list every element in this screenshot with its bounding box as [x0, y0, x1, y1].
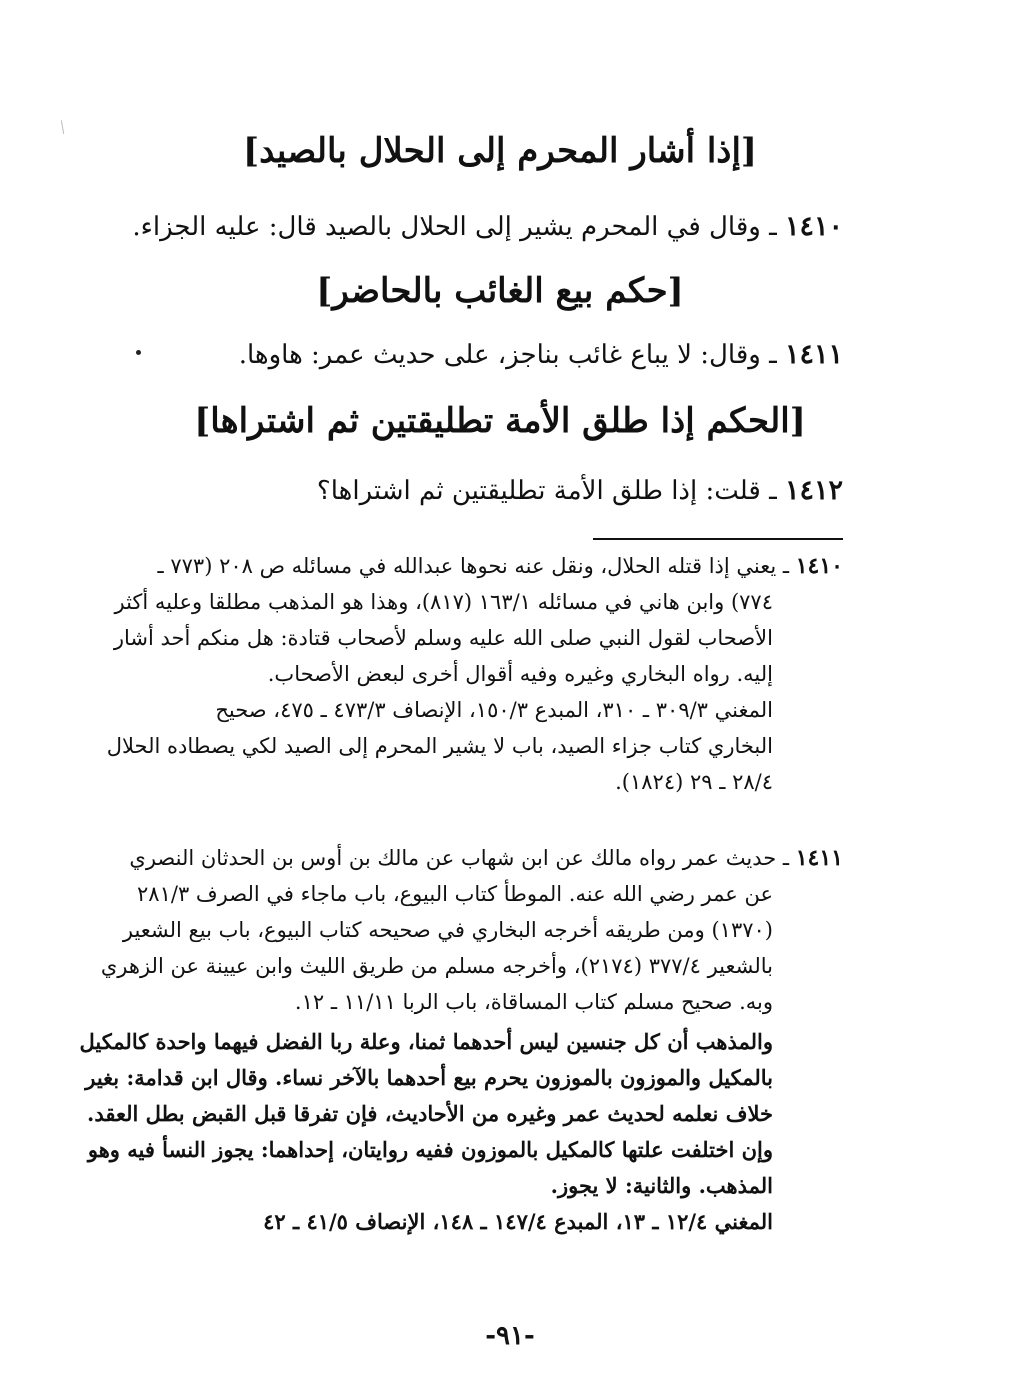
footnote-text: يعني إذا قتله الحلال، ونقل عنه نحوها عبدالله في مسائله ص ٢٠٨ (٧٧٣ ـ [157, 554, 777, 578]
footnote-line: الأصحاب لقول النبي صلى الله عليه وسلم لأصحاب قتادة: هل منكم أحد أشار [113, 626, 773, 650]
footnote-line: والمذهب أن كل جنسين ليس أحدهما ثمنا، وعلة ربا الفضل فيهما واحدة كالمكيل [79, 1029, 773, 1054]
paragraph-text: وقال في المحرم يشير إلى الحلال بالصيد قال: عليه الجزاء. [132, 212, 761, 242]
paragraph-1410 [132, 208, 843, 246]
paragraph-1411 [163, 336, 843, 374]
footnote-line: عن عمر رضي الله عنه. الموطأ كتاب البيوع، باب ماجاء في الصرف ٢٨١/٣ [137, 882, 773, 906]
footnote-line: بالشعير ٣٧٧/٤ (٢١٧٤)، وأخرجه مسلم من طريق الليث وابن عيينة عن الزهري [100, 954, 773, 978]
footnote-line: بالمكيل والموزون بالموزون يحرم بيع أحدهما بالآخر نساء. وقال ابن قدامة: بغير [85, 1065, 773, 1090]
footnote-number: ١٤١٠ [795, 553, 843, 579]
footnote-line: المغني ١٢/٤ ـ ١٣، المبدع ١٤٧/٤ ـ ١٤٨، الإنصاف ٤١/٥ ـ ٤٢ [263, 1209, 773, 1234]
paragraph-number: ١٤١٢ [784, 475, 843, 506]
footnote-line: (١٣٧٠) ومن طريقه أخرجه البخاري في صحيحه كتاب البيوع، باب بيع الشعير [122, 918, 773, 942]
paragraph-text: وقال: لا يباع غائب بناجز، على حديث عمر: هاوها. [238, 340, 761, 370]
footnote-line: إليه. رواه البخاري وغيره وفيه أقوال أخرى لبعض الأصحاب. [267, 662, 773, 686]
paragraph-text: قلت: إذا طلق الأمة تطليقتين ثم اشتراها؟ [316, 476, 761, 506]
footnote-line: المغني ٣٠٩/٣ ـ ٣١٠، المبدع ١٥٠/٣، الإنصاف ٤٧٣/٣ ـ ٤٧٥، صحيح [215, 698, 773, 722]
paragraph-dash: ـ [760, 476, 785, 506]
footnote-line: ٢٨/٤ ـ ٢٩ (١٨٢٤). [615, 770, 773, 794]
paragraph-dash: ـ [760, 212, 785, 242]
footnote-text: حديث عمر رواه مالك عن ابن شهاب عن مالك بن أوس بن الحدثان النصري [129, 846, 777, 870]
footnote-dash: ـ [776, 846, 796, 870]
heading-muhrim-points-game: [إذا أشار المحرم إلى الحلال بالصيد] [243, 131, 757, 171]
stray-dot [136, 350, 141, 355]
footnote-separator [593, 538, 843, 540]
footnote-line [129, 840, 843, 876]
footnote-1410 [106, 548, 843, 800]
footnote-line: ٧٧٤) وابن هاني في مسائله ١٦٣/١ (٨١٧)، وهذا هو المذهب مطلقا وعليه أكثر [114, 590, 773, 614]
paragraph-dash: ـ [760, 340, 785, 370]
footnote-line: خلاف نعلمه لحديث عمر وغيره من الأحاديث، فإن تفرقا قبل القبض بطل العقد. [87, 1101, 773, 1126]
footnote-line: البخاري كتاب جزاء الصيد، باب لا يشير المحرم إلى الصيد لكي يصطاده الحلال [106, 734, 773, 758]
footnote-dash: ـ [776, 554, 796, 578]
footnote-line: وإن اختلفت علتها كالمكيل بالموزون ففيه روايتان، إحداهما: يجوز النسأ فيه وهو [87, 1137, 773, 1162]
heading-divorce-slave: [الحكم إذا طلق الأمة تطليقتين ثم اشتراها] [194, 401, 806, 441]
paragraph-number: ١٤١١ [784, 339, 843, 370]
page-number: -٩١- [485, 1321, 535, 1351]
footnote-1411-doctrine [79, 1024, 843, 1240]
footnote-line: المذهب. والثانية: لا يجوز. [550, 1173, 773, 1198]
paragraph-number: ١٤١٠ [784, 211, 843, 242]
footnote-line: وبه. صحيح مسلم كتاب المساقاة، باب الربا ١١/١١ ـ ١٢. [294, 990, 773, 1014]
margin-mark [61, 120, 66, 134]
heading-absent-sale: [حكم بيع الغائب بالحاضر] [316, 271, 684, 311]
footnote-number: ١٤١١ [795, 845, 843, 871]
footnote-1411 [100, 840, 843, 1020]
paragraph-1412 [163, 472, 843, 510]
footnote-line [143, 548, 843, 584]
